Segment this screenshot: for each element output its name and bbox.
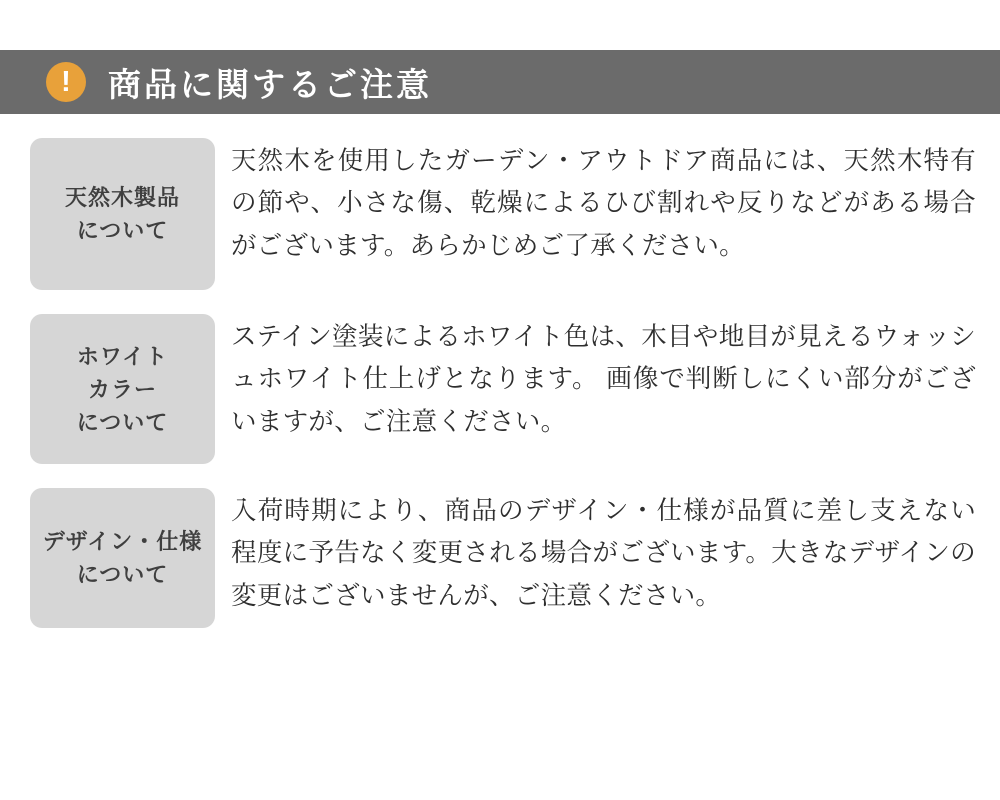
notice-text-natural-wood: 天然木を使用したガーデン・アウトドア商品には、天然木特有の節や、小さな傷、乾燥によるひび割れや反りなどがある場合がございます。あらかじめご了承ください。 [231,147,976,260]
exclamation-icon-glyph: ! [61,65,71,98]
notice-tag-line: 天然木製品 [64,185,180,210]
notice-tag-line: カラー [87,376,157,402]
notice-text-white-color: ステイン塗装によるホワイト色は、木目や地目が見えるウォッシュホワイト仕上げとなります。 画像で判断しにくい部分がございますが、ご注意ください。 [231,323,976,436]
notice-tag-line: ホワイト [76,343,169,369]
notice-list [0,138,1000,652]
page-title: 商品に関するご注意 [108,65,432,103]
notice-tag-natural-wood [30,138,215,290]
notice-tag-line: について [76,409,169,435]
list-item [0,488,1000,628]
exclamation-icon [46,62,86,102]
notice-tag-line: デザイン・仕様 [42,529,203,554]
list-item [0,314,1000,464]
notice-tag-line: について [76,218,169,243]
notice-text-design-spec: 入荷時期により、商品のデザイン・仕様が品質に差し支えない程度に予告なく変更される場合がございます。大きなデザインの変更はございませんが、ご注意ください。 [231,497,976,610]
list-item [0,138,1000,290]
notice-header [0,50,1000,114]
notice-tag-design-spec [30,488,215,628]
notice-tag-line: について [76,562,169,587]
notice-tag-white-color [30,314,215,464]
